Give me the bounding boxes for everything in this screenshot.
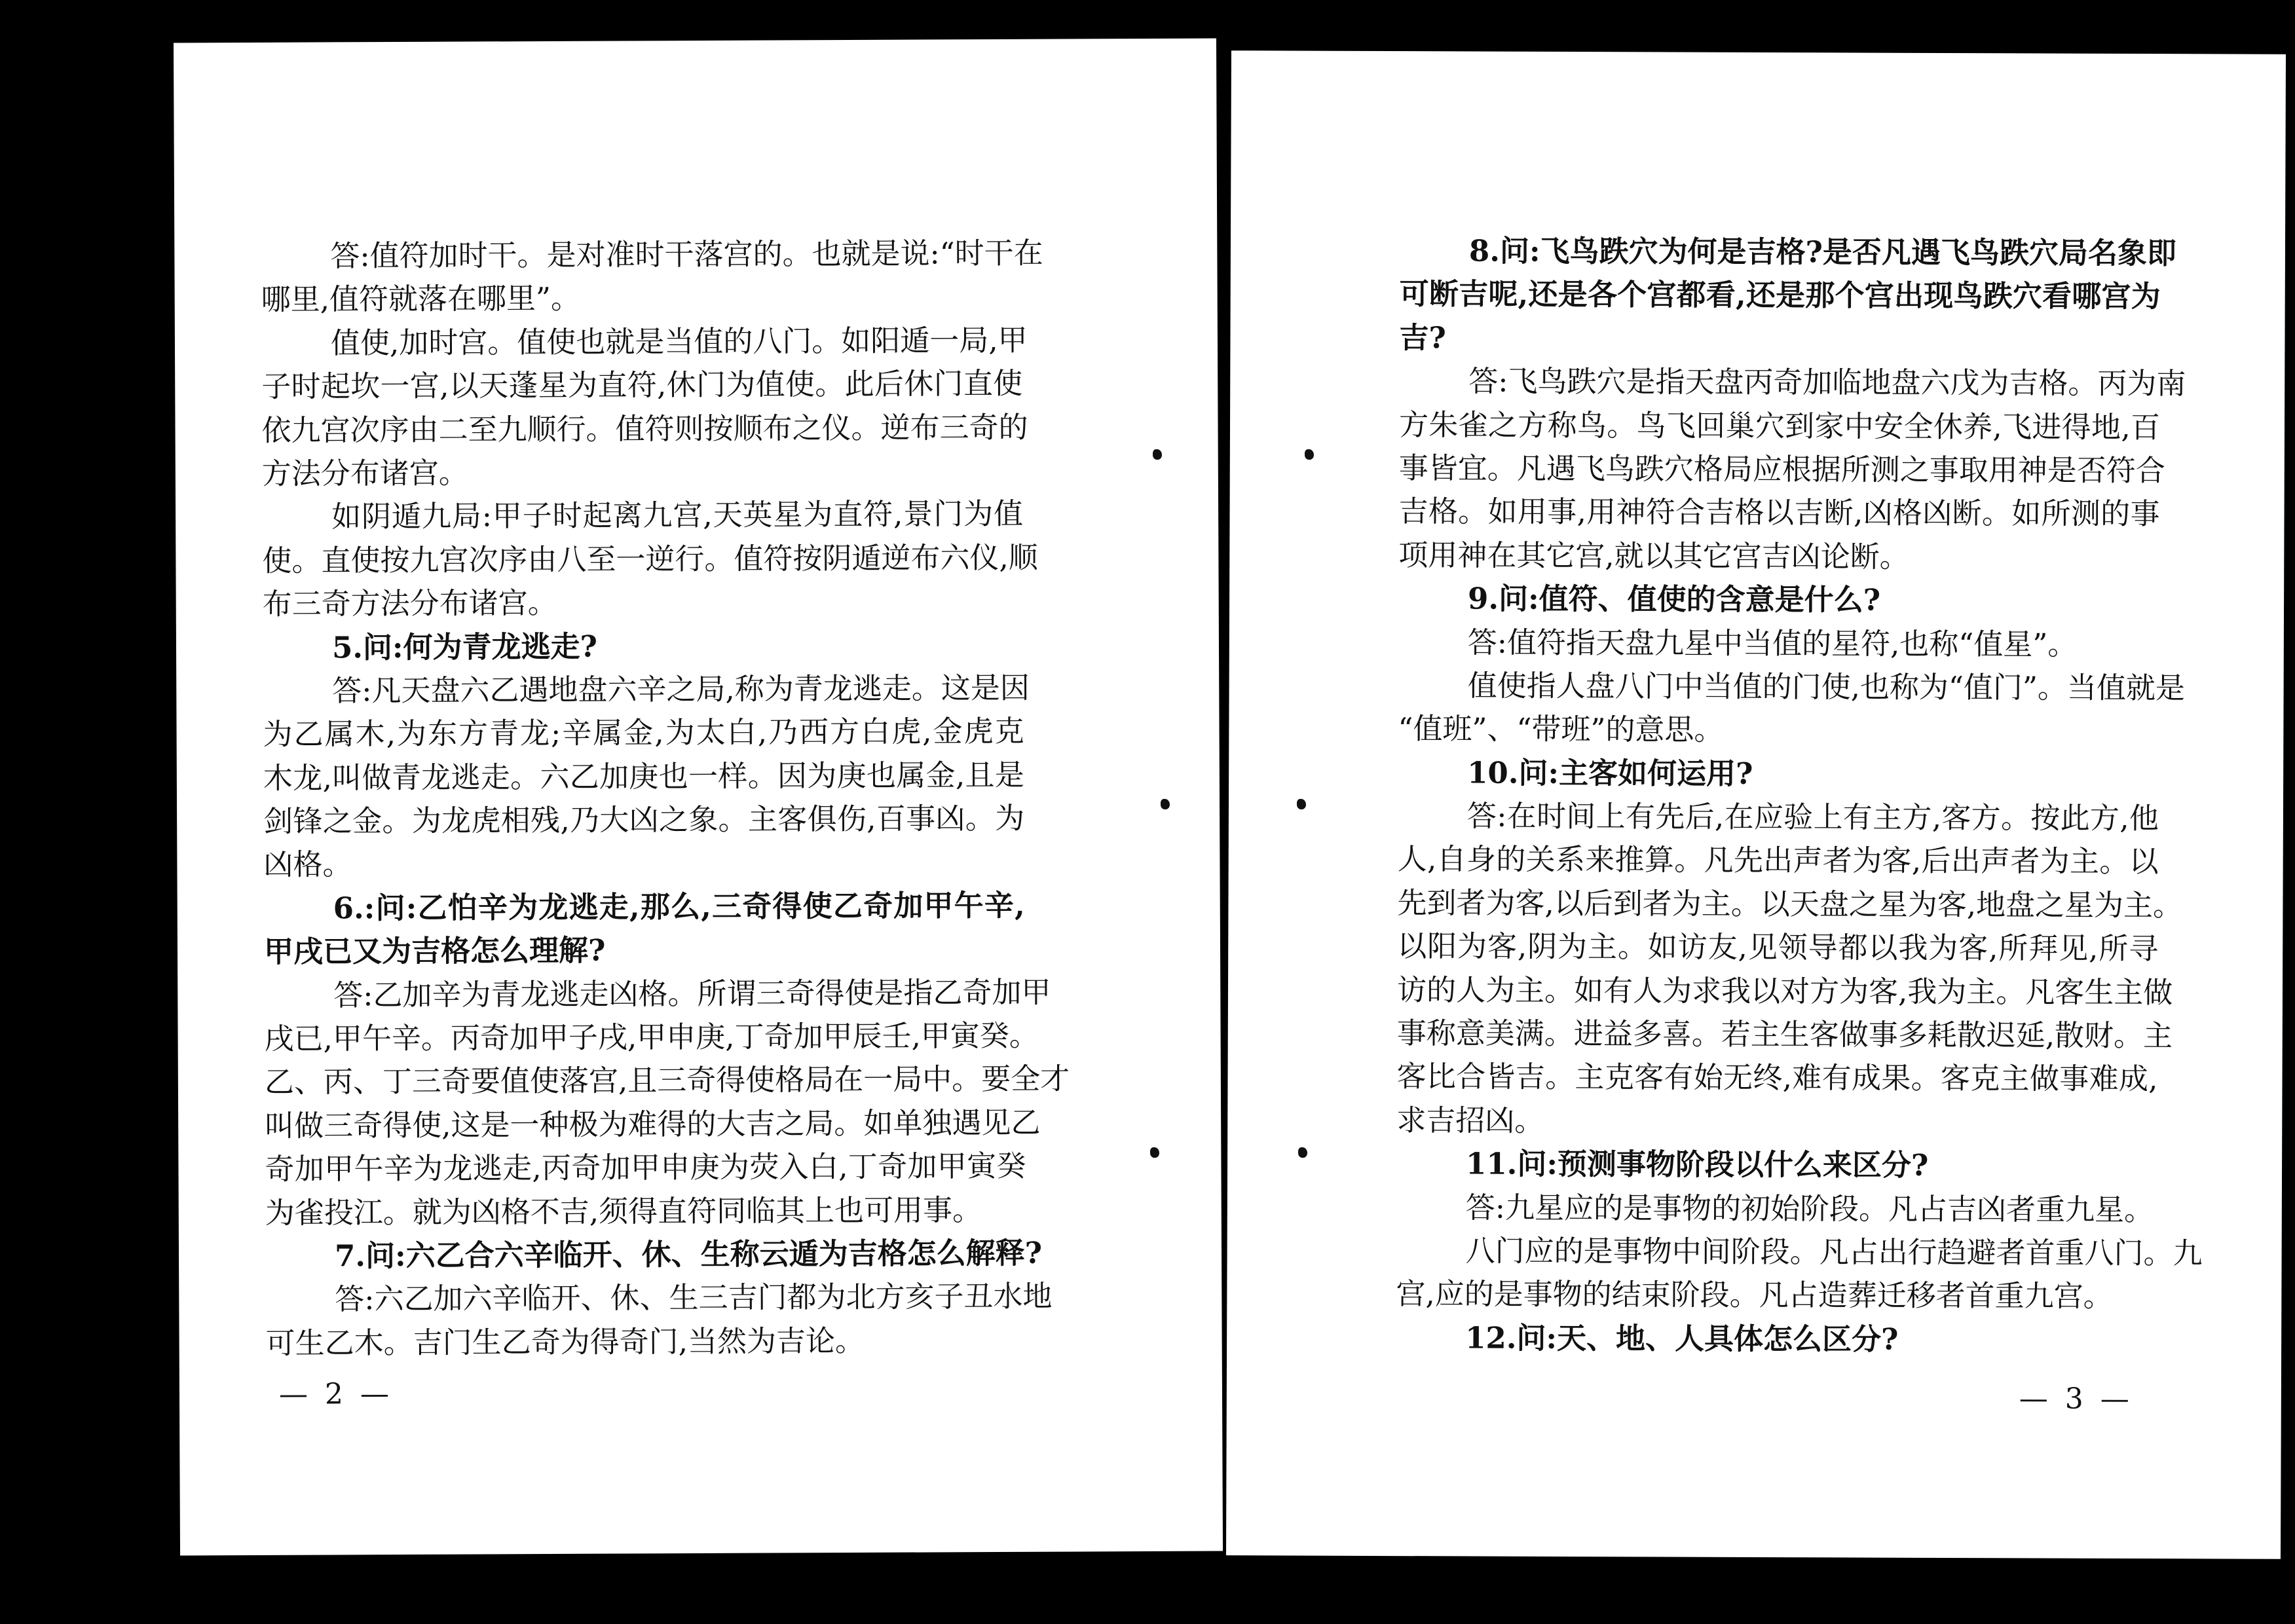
text-line: 答:飞鸟跌穴是指天盘丙奇加临地盘六戊为吉格。丙为南 <box>1468 363 2186 401</box>
question-line: 甲戌已又为吉格怎么理解? <box>263 932 606 970</box>
text-line: 子时起坎一宫,以天蓬星为直符,休门为值使。此后休门直使 <box>261 366 1023 405</box>
question-line: 8.问:飞鸟跌穴为何是吉格?是否凡遇飞鸟跌穴局名象即 <box>1468 233 2177 271</box>
text-line: 叫做三奇得使,这是一种极为难得的大吉之局。如单独遇见乙 <box>265 1105 1041 1143</box>
right-page-text <box>1396 229 2203 1362</box>
scan-speck <box>1305 449 1314 460</box>
scan-speck <box>1297 799 1306 809</box>
page-number: — 2 — <box>278 1377 394 1411</box>
text-line: 值使,加时宫。值使也就是当值的八门。如阳遁一局,甲 <box>330 322 1028 361</box>
question-line: 5.问:何为青龙逃走? <box>331 629 598 665</box>
text-line: 方朱雀之方称鸟。鸟飞回巢穴到家中安全休养,飞进得地,百 <box>1398 407 2161 445</box>
page-number: — 3 — <box>2019 1382 2133 1416</box>
text-line: 项用神在其它宫,就以其它宫吉凶论断。 <box>1398 537 1909 574</box>
question-line: 12.问:天、地、人具体怎么区分? <box>1465 1320 1899 1357</box>
text-line: 宫,应的是事物的结束阶段。凡占造葬迁移者首重九宫。 <box>1396 1276 2113 1314</box>
text-line: 奇加甲午辛为龙逃走,丙奇加甲申庚为荧入白,丁奇加甲寅癸 <box>265 1149 1026 1187</box>
text-line: 人,自身的关系来推算。凡先出声者为客,后出声者为主。以 <box>1397 841 2159 879</box>
text-line: 答:值符加时干。是对准时干落宫的。也就是说:“时干在 <box>330 235 1043 274</box>
text-line: 先到者为客,以后到者为主。以天盘之星为客,地盘之星为主。 <box>1397 885 2183 923</box>
text-line: 为乙属木,为东方青龙;辛属金,为太白,乃西方白虎,金虎克 <box>263 714 1024 752</box>
text-line: 使。直使按九宫次序由八至一逆行。值符按阴遁逆布六仪,顺 <box>262 540 1038 578</box>
scan-speck <box>1153 449 1162 460</box>
question-line: 7.问:六乙合六辛临开、休、生称云遁为吉格怎么解释? <box>334 1235 1043 1274</box>
text-line: 依九宫次序由二至九顺行。值符则按顺布之仪。逆布三奇的 <box>261 409 1028 448</box>
left-page <box>174 39 1223 1556</box>
text-line: 可生乙木。吉门生乙奇为得奇门,当然为吉论。 <box>265 1323 865 1361</box>
question-line: 11.问:预测事物阶段以什么来区分? <box>1465 1146 1929 1183</box>
question-line: 6.:问:乙怕辛为龙逃走,那么,三奇得使乙奇加甲午辛, <box>333 887 1025 926</box>
text-line: 事皆宜。凡遇飞鸟跌穴格局应根据所测之事取用神是否符合 <box>1398 451 2165 489</box>
text-line: 八门应的是事物中间阶段。凡占出行趋避者首重八门。九 <box>1465 1233 2203 1271</box>
text-line: 答:在时间上有先后,在应验上有主方,客方。按此方,他 <box>1466 798 2159 836</box>
question-line: 10.问:主客如何运用? <box>1467 755 1753 791</box>
scan-speck <box>1161 799 1170 809</box>
question-line: 吉? <box>1399 320 1446 356</box>
text-line: 答:凡天盘六乙遇地盘六辛之局,称为青龙逃走。这是因 <box>332 670 1030 709</box>
scan-speck <box>1298 1147 1307 1158</box>
question-line: 9.问:值符、值使的含意是什么? <box>1468 581 1881 618</box>
text-line: “值班”、“带班”的意思。 <box>1398 711 1724 748</box>
text-line: 布三奇方法分布诸宫。 <box>262 585 557 622</box>
scan-speck <box>1150 1147 1159 1158</box>
text-line: 吉格。如用事,用神符合吉格以吉断,凶格凶断。如所测的事 <box>1398 494 2160 532</box>
text-line: 事称意美满。进益多喜。若主生客做事多耗散迟延,散财。主 <box>1396 1016 2173 1054</box>
question-line: 可断吉呢,还是各个宫都看,还是那个宫出现鸟跌穴看哪宫为 <box>1399 276 2161 314</box>
text-line: 答:乙加辛为青龙逃走凶格。所谓三奇得使是指乙奇加甲 <box>333 974 1051 1013</box>
text-line: 客比合皆吉。主克客有始无终,难有成果。客克主做事难成, <box>1396 1059 2158 1097</box>
text-line: 答:九星应的是事物的初始阶段。凡占吉凶者重九星。 <box>1465 1190 2154 1227</box>
text-line: 以阳为客,阴为主。如访友,见领导都以我为客,所拜见,所寻 <box>1397 929 2159 967</box>
text-line: 值使指人盘八门中当值的门使,也称为“值门”。当值就是 <box>1467 668 2186 706</box>
text-line: 剑锋之金。为龙虎相残,乃大凶之象。主客俱伤,百事凶。为 <box>263 800 1025 839</box>
text-line: 求吉招凶。 <box>1396 1102 1544 1138</box>
text-line: 答:六乙加六辛临开、休、生三吉门都为北方亥子丑水地 <box>335 1279 1053 1317</box>
right-page <box>1226 50 2286 1559</box>
text-line: 哪里,值符就落在哪里”。 <box>261 281 581 318</box>
text-line: 戌已,甲午辛。丙奇加甲子戌,甲申庚,丁奇加甲辰壬,甲寅癸。 <box>264 1018 1039 1056</box>
text-line: 凶格。 <box>263 847 352 883</box>
left-page-text <box>261 232 1070 1365</box>
text-line: 方法分布诸宫。 <box>261 455 468 491</box>
text-line: 木龙,叫做青龙逃走。六乙加庚也一样。因为庚也属金,且是 <box>263 757 1024 796</box>
text-line: 为雀投江。就为凶格不吉,须得直符同临其上也可用事。 <box>265 1192 982 1230</box>
text-line: 答:值符指天盘九星中当值的星符,也称“值星”。 <box>1467 624 2078 662</box>
text-line: 访的人为主。如有人为求我以对方为客,我为主。凡客生主做 <box>1396 972 2173 1010</box>
text-line: 乙、丙、丁三奇要值使落宫,且三奇得使格局在一局中。要全才 <box>264 1061 1070 1100</box>
text-line: 如阴遁九局:甲子时起离九宫,天英星为直符,景门为值 <box>331 496 1024 534</box>
